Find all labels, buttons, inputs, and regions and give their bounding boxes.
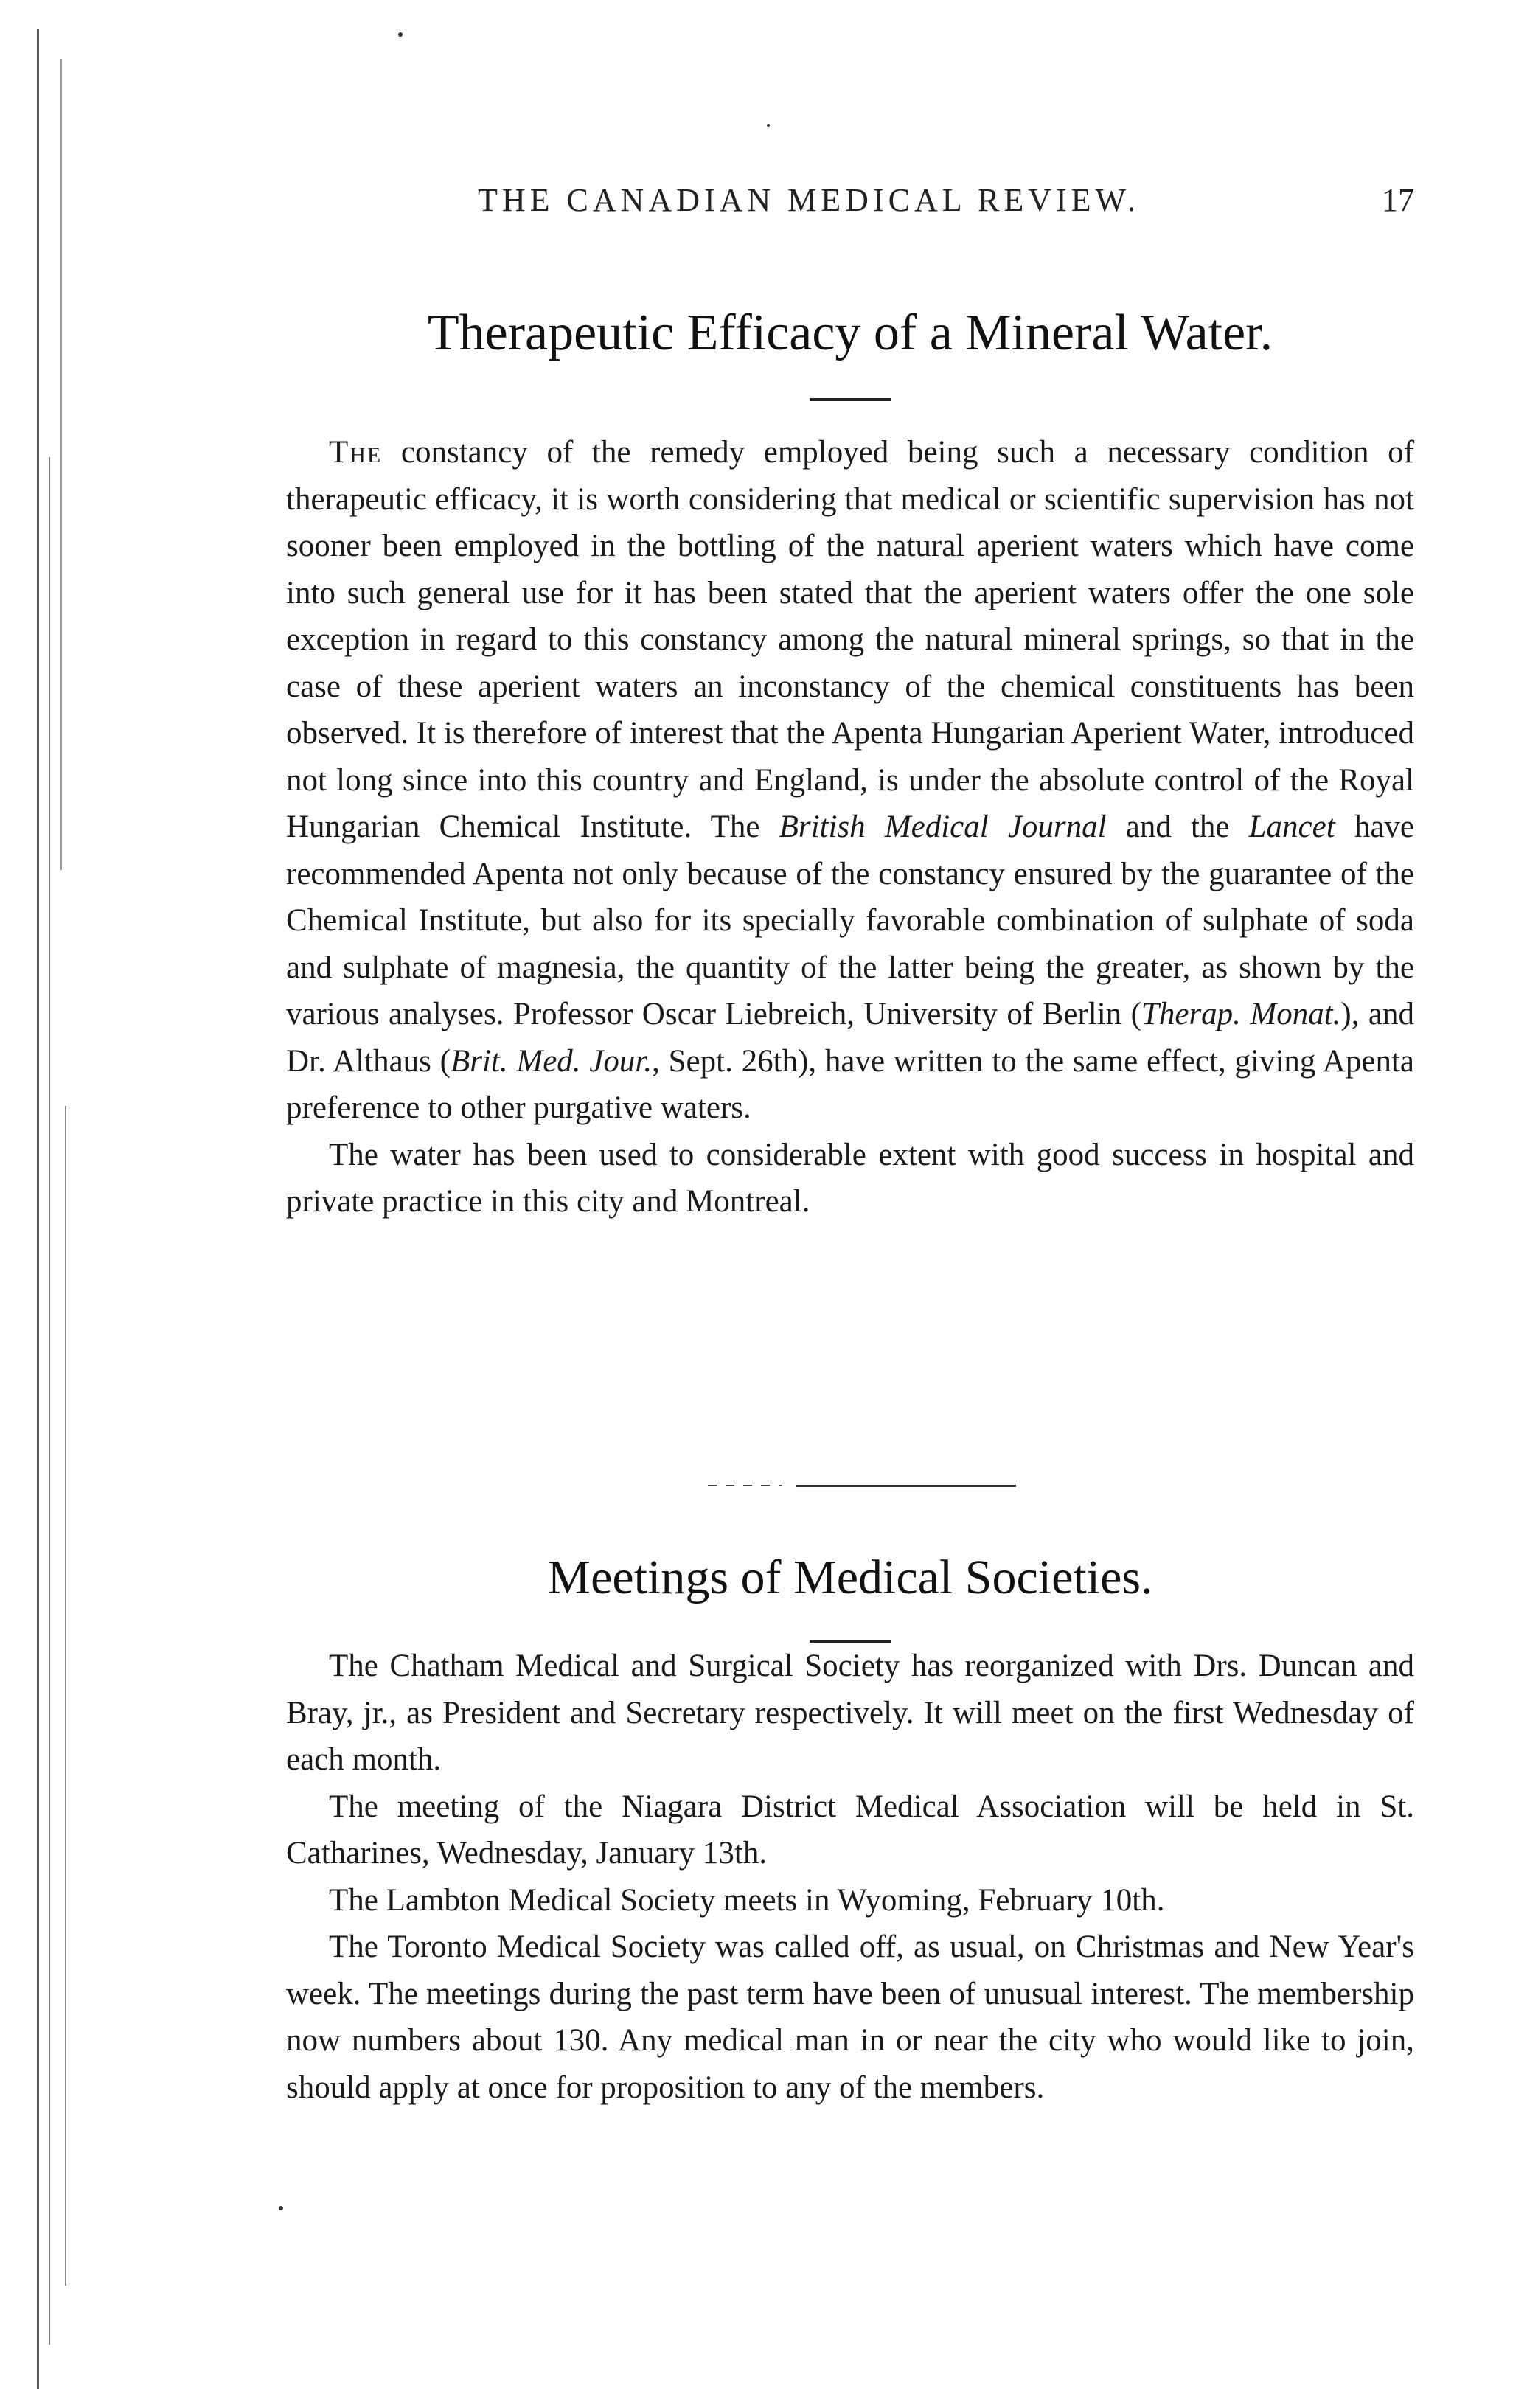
- citation-title: Therap. Monat.: [1141, 997, 1341, 1031]
- text-run: and the: [1106, 810, 1249, 844]
- journal-title: THE CANADIAN MEDICAL REVIEW.: [478, 182, 1140, 218]
- text-run: have recommended Apenta not only because of the constancy ensured by the guarantee of the Chemical Institute, but also for its specially favorable combination of sulphate of soda and sulphate of magnesia, the quantity of the latter being the greater, as shown by the various analyses. Professor Oscar Liebreich, University of Berlin (: [286, 810, 1414, 1031]
- article-title: Meetings of Medical Societies.: [547, 1551, 1153, 1604]
- citation-title: British Medical Journal: [779, 810, 1107, 844]
- ink-speck: [279, 2206, 283, 2210]
- article-body: [286, 429, 1414, 1225]
- citation-title: Lancet: [1248, 810, 1335, 844]
- citation-title: Brit. Med. Jour.: [450, 1043, 653, 1079]
- section-separator: [796, 1485, 1016, 1487]
- title-rule: [810, 398, 891, 401]
- text-run: , Sept. 26th), have written to the same effect, giving Apenta preference to other purgative waters.: [286, 1043, 1414, 1125]
- paragraph: The water has been used to considerable extent with good success in hospital and private practice in this city and Montreal.: [286, 1137, 1414, 1219]
- article-title: Therapeutic Efficacy of a Mineral Water.: [427, 305, 1273, 361]
- ink-speck: [767, 124, 770, 127]
- paragraph: [286, 429, 1414, 1132]
- ink-speck: [398, 32, 403, 37]
- lead-word: The: [329, 435, 383, 470]
- paragraph: The Chatham Medical and Surgical Society has reorganized with Drs. Duncan and Bray, jr., as President and Secretary respectively. It will meet on the first Wednesday of each month.: [286, 1649, 1414, 1777]
- text-run: ), and Dr. Althaus (: [286, 997, 1414, 1079]
- paragraph: The meeting of the Niagara District Medical Association will be held in St. Catharines, Wednesday, January 13th.: [286, 1789, 1414, 1871]
- binding-edge: [32, 0, 74, 2408]
- paragraph: The Lambton Medical Society meets in Wyoming, February 10th.: [329, 1882, 1165, 1918]
- paragraph: The Toronto Medical Society was called off, as usual, on Christmas and New Year's week. The meetings during the past term have been of unusual interest. The membership now numbers about 130. Any medical man in or near the city who would like to join, should apply at once for proposition to any of the members.: [286, 1929, 1414, 2105]
- page-number: 17: [1382, 182, 1414, 218]
- text-run: constancy of the remedy employed being such a necessary condition of therapeutic efficacy, it is worth considering that medical or scientific supervision has not sooner been employed in the bottling of the natural aperient waters which have come into such general use for it has been stated that the aperient waters offer the one sole exception in regard to this constancy among the natural mineral springs, so that in the case of these aperient waters an inconstancy of the chemical constituents has been observed. It is therefore of interest that the Apenta Hungarian Aperient Water, introduced not long since into this country and England, is under the absolute control of the Royal Hungarian Chemical Institute. The: [286, 435, 1414, 844]
- section-separator-dashes: [708, 1485, 782, 1486]
- running-head: [286, 181, 1414, 226]
- article-body: [286, 1643, 1414, 2111]
